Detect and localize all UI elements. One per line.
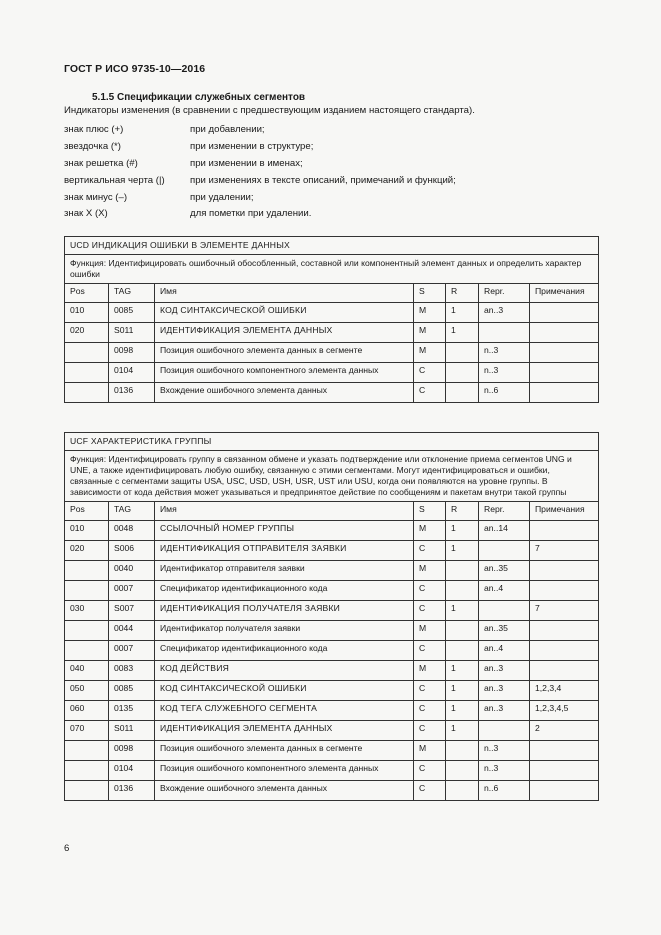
cell-tag: 0040 bbox=[109, 561, 155, 581]
table-row bbox=[65, 343, 599, 363]
table-function-row bbox=[65, 255, 599, 284]
cell-repr bbox=[479, 323, 530, 343]
segment-function: Функция: Идентифицировать группу в связанном обмене и указать подтверждение или отклонение приема сегментов UNG и UNE, а также идентифицировать любую ошибку, связанную с этими сегментами. Могут идентифицироваться и ошибки, связанные с сегментами защиты USA, USC, USD, USH, USR, UST или USU, когда они появляются на уровне группы. В зависимости от кода действия может указываться и предпринятое действие по сообщениям и пакетам внутри такой группы bbox=[65, 451, 599, 502]
cell-pos: 070 bbox=[65, 721, 109, 741]
cell-r: 1 bbox=[446, 681, 479, 701]
cell-tag: 0048 bbox=[109, 521, 155, 541]
table-row bbox=[65, 601, 599, 621]
cell-repr: an..14 bbox=[479, 521, 530, 541]
cell-s: M bbox=[414, 343, 446, 363]
cell-notes bbox=[530, 641, 599, 661]
table-row bbox=[65, 621, 599, 641]
cell-repr bbox=[479, 721, 530, 741]
column-header: S bbox=[414, 502, 446, 521]
cell-tag: 0085 bbox=[109, 681, 155, 701]
cell-s: C bbox=[414, 541, 446, 561]
indicator-desc: при изменении в структуре; bbox=[190, 140, 314, 152]
cell-tag: S006 bbox=[109, 541, 155, 561]
cell-pos: 030 bbox=[65, 601, 109, 621]
table-row bbox=[65, 521, 599, 541]
cell-s: C bbox=[414, 581, 446, 601]
cell-repr: an..35 bbox=[479, 561, 530, 581]
column-header: Repr. bbox=[479, 502, 530, 521]
cell-s: M bbox=[414, 521, 446, 541]
indicator-desc: для пометки при удалении. bbox=[190, 208, 312, 220]
cell-r: 1 bbox=[446, 701, 479, 721]
indicator-symbol: звездочка (*) bbox=[64, 140, 121, 152]
document-header: ГОСТ Р ИСО 9735-10—2016 bbox=[64, 63, 206, 75]
column-header: Repr. bbox=[479, 284, 530, 303]
cell-pos bbox=[65, 641, 109, 661]
cell-s: C bbox=[414, 681, 446, 701]
cell-repr: an..3 bbox=[479, 303, 530, 323]
cell-s: C bbox=[414, 641, 446, 661]
cell-r: 1 bbox=[446, 601, 479, 621]
cell-repr: n..6 bbox=[479, 383, 530, 403]
cell-pos: 060 bbox=[65, 701, 109, 721]
cell-tag: 0136 bbox=[109, 781, 155, 801]
indicator-desc: при удалении; bbox=[190, 191, 254, 203]
cell-r bbox=[446, 383, 479, 403]
table-row bbox=[65, 721, 599, 741]
cell-repr: an..3 bbox=[479, 661, 530, 681]
cell-r bbox=[446, 621, 479, 641]
indicator-list bbox=[64, 124, 544, 225]
cell-pos bbox=[65, 383, 109, 403]
indicator-item bbox=[64, 158, 544, 175]
column-header: Примечания bbox=[530, 284, 599, 303]
cell-s: C bbox=[414, 601, 446, 621]
cell-notes bbox=[530, 741, 599, 761]
cell-repr bbox=[479, 541, 530, 561]
column-header: R bbox=[446, 502, 479, 521]
cell-s: M bbox=[414, 661, 446, 681]
cell-name: КОД СИНТАКСИЧЕСКОЙ ОШИБКИ bbox=[155, 681, 414, 701]
cell-pos: 020 bbox=[65, 323, 109, 343]
cell-repr: n..3 bbox=[479, 741, 530, 761]
cell-tag: 0098 bbox=[109, 741, 155, 761]
table-row bbox=[65, 581, 599, 601]
cell-notes: 7 bbox=[530, 601, 599, 621]
cell-notes bbox=[530, 303, 599, 323]
table-row bbox=[65, 741, 599, 761]
cell-s: M bbox=[414, 303, 446, 323]
column-header: TAG bbox=[109, 284, 155, 303]
cell-pos: 010 bbox=[65, 521, 109, 541]
section-title: 5.1.5 Спецификации служебных сегментов bbox=[92, 92, 306, 103]
cell-r: 1 bbox=[446, 661, 479, 681]
cell-repr: an..3 bbox=[479, 701, 530, 721]
table-row bbox=[65, 641, 599, 661]
column-header: Имя bbox=[155, 502, 414, 521]
cell-r bbox=[446, 741, 479, 761]
cell-pos bbox=[65, 561, 109, 581]
cell-r: 1 bbox=[446, 323, 479, 343]
table-row bbox=[65, 323, 599, 343]
table-header-row bbox=[65, 502, 599, 521]
cell-r bbox=[446, 343, 479, 363]
cell-notes bbox=[530, 343, 599, 363]
cell-pos: 010 bbox=[65, 303, 109, 323]
cell-name: Идентификатор получателя заявки bbox=[155, 621, 414, 641]
indicator-item bbox=[64, 141, 544, 158]
cell-repr: an..35 bbox=[479, 621, 530, 641]
cell-notes bbox=[530, 761, 599, 781]
cell-s: C bbox=[414, 781, 446, 801]
cell-pos bbox=[65, 781, 109, 801]
segment-title: UCD ИНДИКАЦИЯ ОШИБКИ В ЭЛЕМЕНТЕ ДАННЫХ bbox=[65, 237, 599, 255]
segment-function: Функция: Идентифицировать ошибочный обособленный, составной или компонентный элемент данных и определить характер ошибки bbox=[65, 255, 599, 284]
cell-notes: 2 bbox=[530, 721, 599, 741]
column-header: Pos bbox=[65, 502, 109, 521]
cell-name: Идентификатор отправителя заявки bbox=[155, 561, 414, 581]
table-row bbox=[65, 661, 599, 681]
indicator-item bbox=[64, 124, 544, 141]
cell-name: ИДЕНТИФИКАЦИЯ ОТПРАВИТЕЛЯ ЗАЯВКИ bbox=[155, 541, 414, 561]
cell-s: M bbox=[414, 621, 446, 641]
segment-table-ucd bbox=[64, 236, 599, 403]
cell-s: M bbox=[414, 323, 446, 343]
cell-r bbox=[446, 561, 479, 581]
table-row bbox=[65, 541, 599, 561]
cell-repr: n..3 bbox=[479, 363, 530, 383]
cell-repr: n..6 bbox=[479, 781, 530, 801]
indicator-item bbox=[64, 192, 544, 209]
cell-repr: an..4 bbox=[479, 641, 530, 661]
cell-s: M bbox=[414, 741, 446, 761]
cell-name: Вхождение ошибочного элемента данных bbox=[155, 383, 414, 403]
indicator-item bbox=[64, 175, 544, 192]
cell-r: 1 bbox=[446, 541, 479, 561]
cell-notes bbox=[530, 363, 599, 383]
table-function-row bbox=[65, 451, 599, 502]
cell-notes bbox=[530, 781, 599, 801]
cell-r bbox=[446, 781, 479, 801]
cell-pos bbox=[65, 363, 109, 383]
cell-r: 1 bbox=[446, 521, 479, 541]
cell-name: Позиция ошибочного компонентного элемента данных bbox=[155, 761, 414, 781]
cell-tag: 0104 bbox=[109, 761, 155, 781]
cell-r: 1 bbox=[446, 303, 479, 323]
segment-title: UCF ХАРАКТЕРИСТИКА ГРУППЫ bbox=[65, 433, 599, 451]
cell-repr: an..4 bbox=[479, 581, 530, 601]
column-header: R bbox=[446, 284, 479, 303]
indicator-desc: при добавлении; bbox=[190, 124, 265, 135]
cell-name: КОД ДЕЙСТВИЯ bbox=[155, 661, 414, 681]
cell-name: ССЫЛОЧНЫЙ НОМЕР ГРУППЫ bbox=[155, 521, 414, 541]
cell-notes bbox=[530, 383, 599, 403]
indicator-symbol: вертикальная черта (|) bbox=[64, 174, 165, 186]
cell-pos: 020 bbox=[65, 541, 109, 561]
cell-pos bbox=[65, 343, 109, 363]
indicator-symbol: знак Х (Х) bbox=[64, 208, 108, 220]
cell-s: C bbox=[414, 761, 446, 781]
cell-s: C bbox=[414, 721, 446, 741]
cell-notes bbox=[530, 323, 599, 343]
cell-notes bbox=[530, 621, 599, 641]
table-title-row bbox=[65, 237, 599, 255]
table-row bbox=[65, 303, 599, 323]
indicator-symbol: знак решетка (#) bbox=[64, 157, 138, 169]
cell-pos bbox=[65, 741, 109, 761]
cell-name: Позиция ошибочного компонентного элемента данных bbox=[155, 363, 414, 383]
indicator-item bbox=[64, 208, 544, 225]
table-row bbox=[65, 761, 599, 781]
cell-s: M bbox=[414, 561, 446, 581]
cell-name: Спецификатор идентификационного кода bbox=[155, 641, 414, 661]
cell-s: C bbox=[414, 383, 446, 403]
cell-notes: 1,2,3,4,5 bbox=[530, 701, 599, 721]
column-header: S bbox=[414, 284, 446, 303]
cell-r bbox=[446, 641, 479, 661]
cell-tag: 0104 bbox=[109, 363, 155, 383]
cell-tag: S011 bbox=[109, 721, 155, 741]
cell-notes bbox=[530, 521, 599, 541]
cell-name: Позиция ошибочного элемента данных в сегменте bbox=[155, 741, 414, 761]
table-row bbox=[65, 383, 599, 403]
cell-tag: 0044 bbox=[109, 621, 155, 641]
table-row bbox=[65, 681, 599, 701]
cell-name: ИДЕНТИФИКАЦИЯ ПОЛУЧАТЕЛЯ ЗАЯВКИ bbox=[155, 601, 414, 621]
cell-tag: S007 bbox=[109, 601, 155, 621]
cell-name: Спецификатор идентификационного кода bbox=[155, 581, 414, 601]
cell-pos: 040 bbox=[65, 661, 109, 681]
cell-s: C bbox=[414, 701, 446, 721]
segment-table-ucf bbox=[64, 432, 599, 801]
cell-name: Вхождение ошибочного элемента данных bbox=[155, 781, 414, 801]
column-header: Имя bbox=[155, 284, 414, 303]
cell-notes: 7 bbox=[530, 541, 599, 561]
cell-tag: S011 bbox=[109, 323, 155, 343]
page-number: 6 bbox=[64, 843, 70, 854]
table-row bbox=[65, 363, 599, 383]
table-header-row bbox=[65, 284, 599, 303]
cell-repr: n..3 bbox=[479, 761, 530, 781]
cell-name: Позиция ошибочного элемента данных в сегменте bbox=[155, 343, 414, 363]
cell-name: ИДЕНТИФИКАЦИЯ ЭЛЕМЕНТА ДАННЫХ bbox=[155, 721, 414, 741]
table-title-row bbox=[65, 433, 599, 451]
cell-r bbox=[446, 363, 479, 383]
cell-tag: 0085 bbox=[109, 303, 155, 323]
indicator-symbol: знак плюс (+) bbox=[64, 124, 124, 135]
cell-tag: 0136 bbox=[109, 383, 155, 403]
indicator-desc: при изменениях в тексте описаний, примечаний и функций; bbox=[190, 174, 456, 186]
indicator-symbol: знак минус (–) bbox=[64, 191, 128, 203]
cell-s: C bbox=[414, 363, 446, 383]
cell-name: КОД ТЕГА СЛУЖЕБНОГО СЕГМЕНТА bbox=[155, 701, 414, 721]
table-row bbox=[65, 701, 599, 721]
table-row bbox=[65, 561, 599, 581]
cell-pos: 050 bbox=[65, 681, 109, 701]
cell-name: КОД СИНТАКСИЧЕСКОЙ ОШИБКИ bbox=[155, 303, 414, 323]
cell-tag: 0083 bbox=[109, 661, 155, 681]
table-row bbox=[65, 781, 599, 801]
cell-tag: 0098 bbox=[109, 343, 155, 363]
cell-repr bbox=[479, 601, 530, 621]
cell-name: ИДЕНТИФИКАЦИЯ ЭЛЕМЕНТА ДАННЫХ bbox=[155, 323, 414, 343]
cell-tag: 0007 bbox=[109, 641, 155, 661]
column-header: TAG bbox=[109, 502, 155, 521]
cell-pos bbox=[65, 761, 109, 781]
cell-notes: 1,2,3,4 bbox=[530, 681, 599, 701]
cell-repr: n..3 bbox=[479, 343, 530, 363]
cell-notes bbox=[530, 661, 599, 681]
section-intro: Индикаторы изменения (в сравнении с предшествующим изданием настоящего стандарта). bbox=[64, 105, 475, 116]
cell-tag: 0007 bbox=[109, 581, 155, 601]
cell-r bbox=[446, 581, 479, 601]
cell-r bbox=[446, 761, 479, 781]
indicator-desc: при изменении в именах; bbox=[190, 157, 303, 169]
cell-pos bbox=[65, 621, 109, 641]
cell-r: 1 bbox=[446, 721, 479, 741]
cell-repr: an..3 bbox=[479, 681, 530, 701]
cell-notes bbox=[530, 581, 599, 601]
column-header: Примечания bbox=[530, 502, 599, 521]
cell-pos bbox=[65, 581, 109, 601]
column-header: Pos bbox=[65, 284, 109, 303]
cell-notes bbox=[530, 561, 599, 581]
cell-tag: 0135 bbox=[109, 701, 155, 721]
